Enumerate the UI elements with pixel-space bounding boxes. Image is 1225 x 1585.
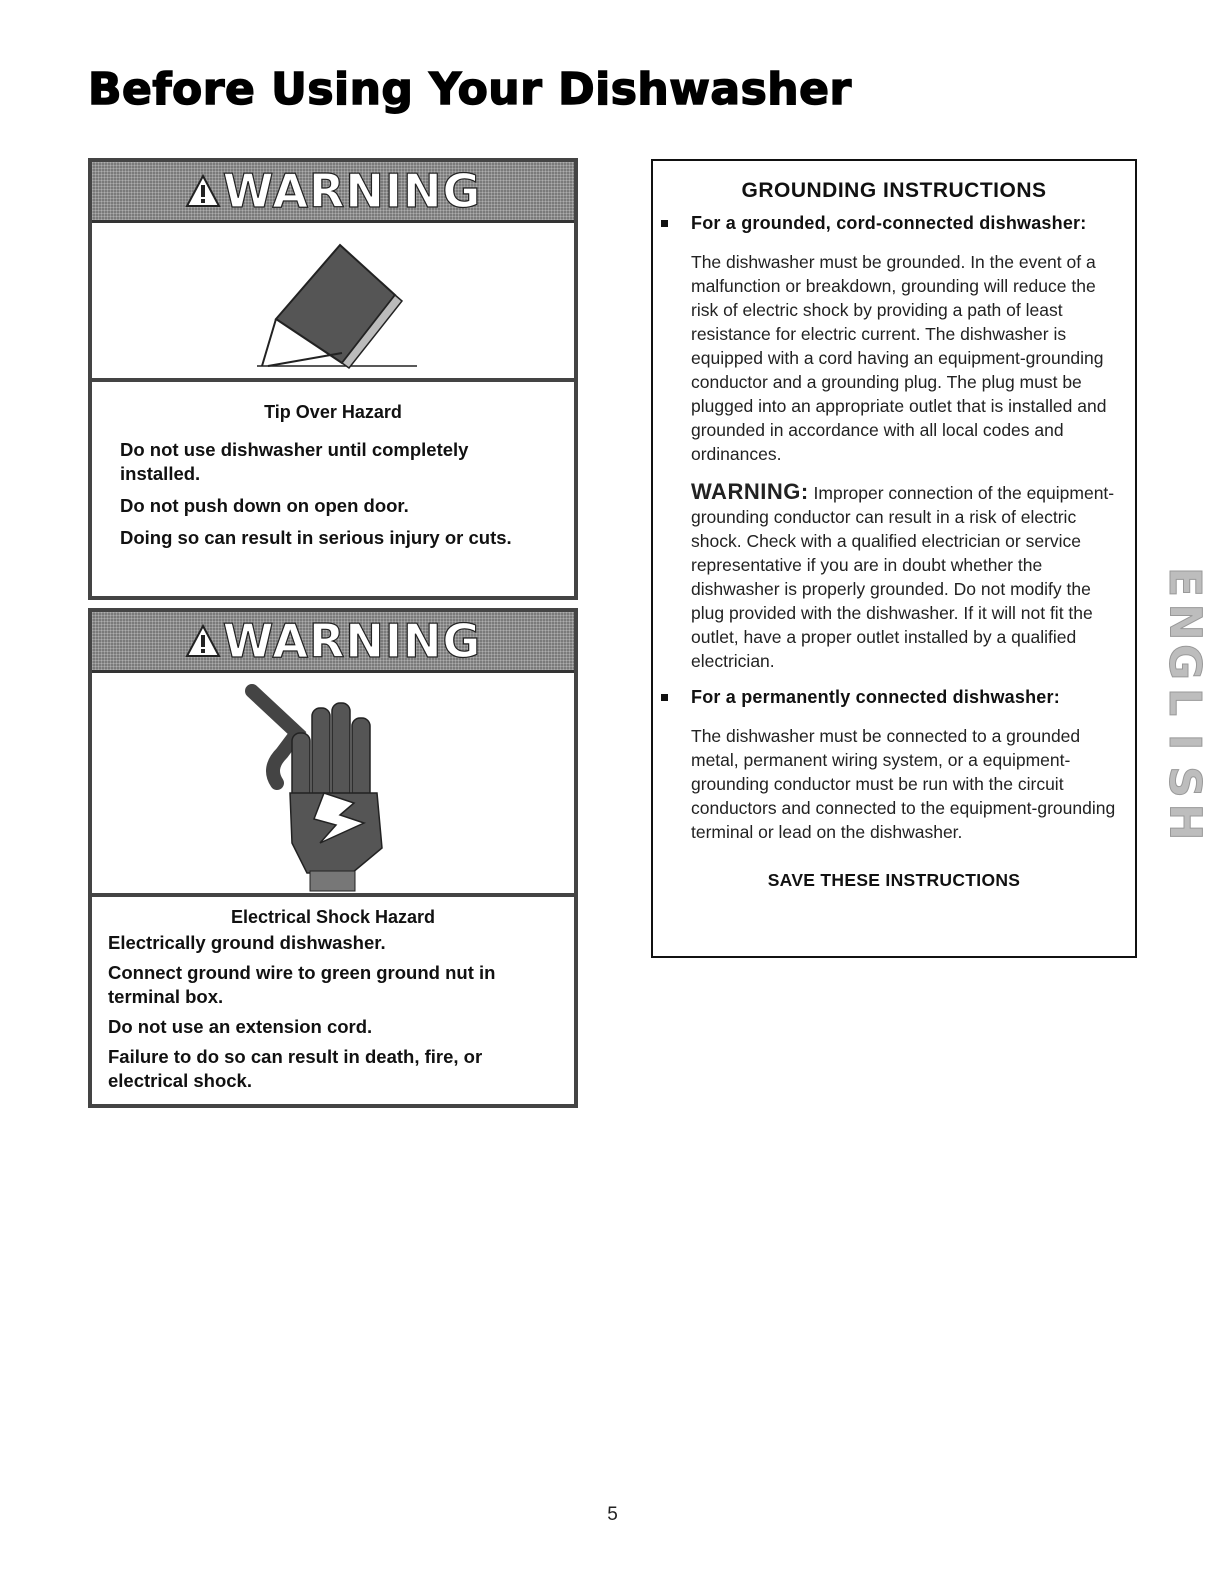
language-tab-letter: N — [1158, 603, 1210, 641]
bullet-icon — [661, 220, 668, 227]
language-tab-letter: H — [1158, 803, 1210, 841]
language-tab-letter: G — [1159, 643, 1210, 681]
cord-connected-text: The dishwasher must be grounded. In the event of a malfunction or breakdown, grounding will reduce the risk of electric shock by providing a path of least resistance for electric current. The dishwasher is equipped with a cord having an equipment-grounding conductor and a grounding plug. The plug must be plugged into an appropriate outlet that is installed and grounded in accordance with all local codes and ordinances. — [691, 252, 1107, 464]
tip-over-warning-text — [92, 382, 574, 550]
electrical-shock-illustration — [92, 673, 574, 897]
save-instructions: SAVE THESE INSTRUCTIONS — [767, 870, 1021, 890]
language-tab-letter: L — [1158, 687, 1210, 717]
cord-connected-heading — [653, 213, 1135, 234]
grounding-title: GROUNDING INSTRUCTIONS — [741, 179, 1047, 202]
grounding-warning-label: WARNING: — [691, 479, 809, 504]
warning-triangle-icon — [185, 624, 221, 658]
cord-connected-heading-text: For a grounded, cord-connected dishwasher: — [691, 213, 1087, 233]
language-tab-letter: S — [1158, 766, 1210, 798]
warning-line: Failure to do so can result in death, fire, or electrical shock. — [108, 1046, 483, 1091]
warning-line: Doing so can result in serious injury or cuts. — [120, 527, 512, 548]
grounding-warning — [653, 480, 1135, 673]
dishwasher-tip-over-icon — [92, 223, 574, 378]
page-title: Before Using Your Dishwasher — [88, 64, 852, 115]
warning-line: Do not push down on open door. — [120, 495, 409, 516]
permanent-connection-heading-text: For a permanently connected dishwasher: — [691, 687, 1060, 707]
warning-signal-word: WARNING — [222, 164, 482, 218]
language-tab-letter: I — [1159, 733, 1210, 751]
page-number: 5 — [607, 1504, 618, 1525]
tip-over-illustration — [92, 223, 574, 382]
warning-header — [92, 162, 574, 223]
hazard-title: Electrical Shock Hazard — [230, 907, 436, 927]
language-tab-letter: E — [1159, 566, 1210, 598]
language-tab — [1157, 562, 1211, 842]
grounding-warning-text: Improper connection of the equipment-grounding conductor can result in a risk of electric shock. Check with a qualified electrician or service representative if you are in doubt whether the dishwasher is properly grounded. Do not modify the plug provided with the dishwasher. If it will not fit the outlet, have a proper outlet installed by a qualified electrician. — [691, 483, 1115, 671]
permanent-connection-heading — [653, 687, 1135, 708]
warning-line: Do not use an extension cord. — [108, 1016, 373, 1037]
warning-triangle-icon — [185, 174, 221, 208]
electric-shock-hand-icon — [92, 673, 574, 893]
warning-signal-word: WARNING — [222, 614, 482, 668]
bullet-icon — [661, 694, 668, 701]
warning-line: Do not use dishwasher until completely installed. — [120, 439, 469, 484]
hazard-title: Tip Over Hazard — [264, 402, 402, 422]
warning-line: Connect ground wire to green ground nut in terminal box. — [108, 962, 496, 1007]
electrical-shock-warning-text — [92, 897, 574, 1093]
warning-line: Electrically ground dishwasher. — [108, 932, 386, 953]
tip-over-warning-box — [88, 158, 578, 600]
warning-header — [92, 612, 574, 673]
electrical-shock-warning-box — [88, 608, 578, 1108]
grounding-instructions-box — [651, 159, 1137, 958]
permanent-connection-text: The dishwasher must be connected to a grounded metal, permanent wiring system, or a equipment-grounding conductor must be run with the circuit conductors and connected to the equipment-grounding terminal or lead on the dishwasher. — [691, 726, 1116, 842]
